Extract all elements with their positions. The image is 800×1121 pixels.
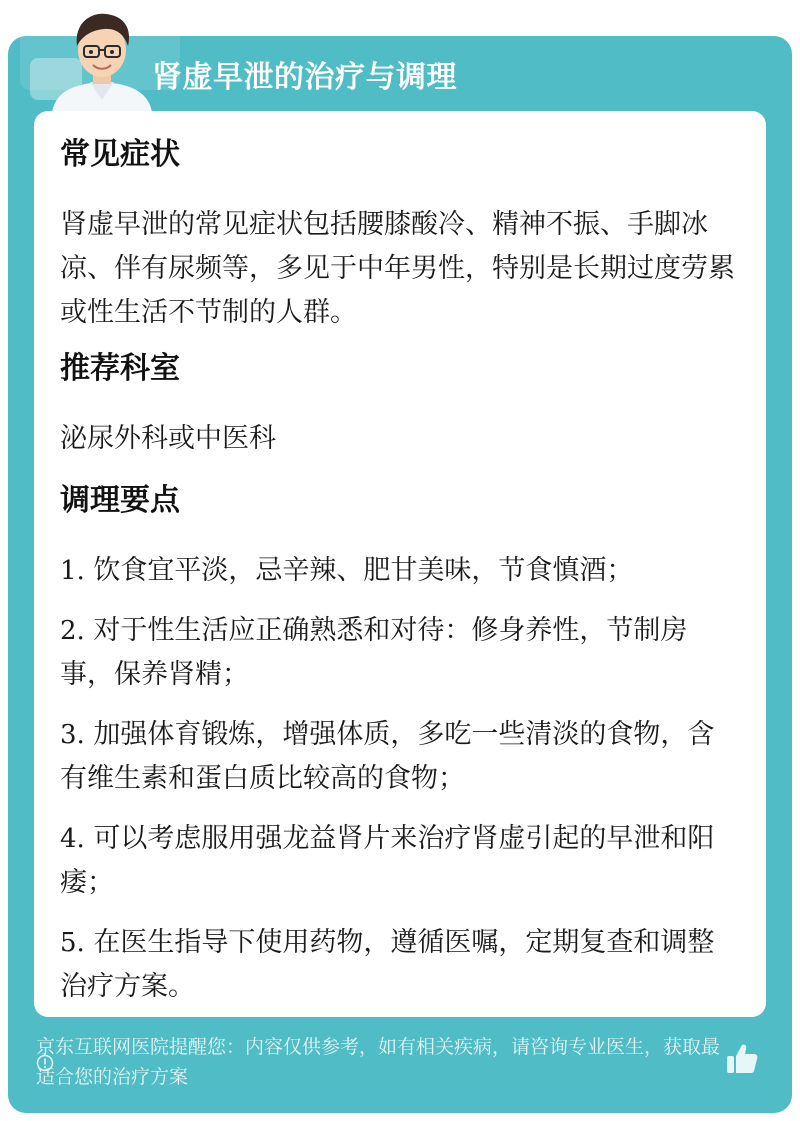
list-item-text: 对于性生活应正确熟悉和对待：修身养性，节制房事，保养肾精； [60,615,688,690]
list-item-text: 饮食宜平淡，忌辛辣、肥甘美味，节食慎酒； [93,555,634,586]
content-panel [34,111,766,1017]
list-item-number: 2. [60,616,85,646]
page-title: 肾虚早泄的治疗与调理 [152,60,457,95]
list-item [60,609,740,697]
department-heading: 推荐科室 [60,351,180,386]
list-item-number: 5. [60,928,85,958]
list-item [60,921,740,1009]
list-item-text: 在医生指导下使用药物，遵循医嘱，定期复查和调整治疗方案。 [60,927,715,1002]
disclaimer-text: 京东互联网医院提醒您：内容仅供参考，如有相关疾病，请咨询专业医生，获取最适合您的治疗方案 [36,1036,721,1088]
symptoms-heading: 常见症状 [60,137,180,172]
department-text: 泌尿外科或中医科 [60,423,276,454]
list-item-number: 1. [60,556,85,586]
tips-heading: 调理要点 [60,483,180,518]
doctor-avatar [46,8,158,112]
list-item-number: 3. [60,720,85,750]
list-item-number: 4. [60,824,85,854]
symptoms-text: 肾虚早泄的常见症状包括腰膝酸冷、精神不振、手脚冰凉、伴有尿频等，多见于中年男性，特别是长期过度劳累或性生活不节制的人群。 [60,209,735,328]
list-item-text: 可以考虑服用强龙益肾片来治疗肾虚引起的早泄和阳痿； [60,823,715,898]
list-item [60,549,740,593]
list-item-text: 加强体育锻炼，增强体质，多吃一些清淡的食物，含有维生素和蛋白质比较高的食物； [60,719,715,794]
tips-list [60,549,740,1009]
thumbs-up-icon[interactable] [724,1041,760,1077]
list-item [60,713,740,801]
list-item [60,817,740,905]
